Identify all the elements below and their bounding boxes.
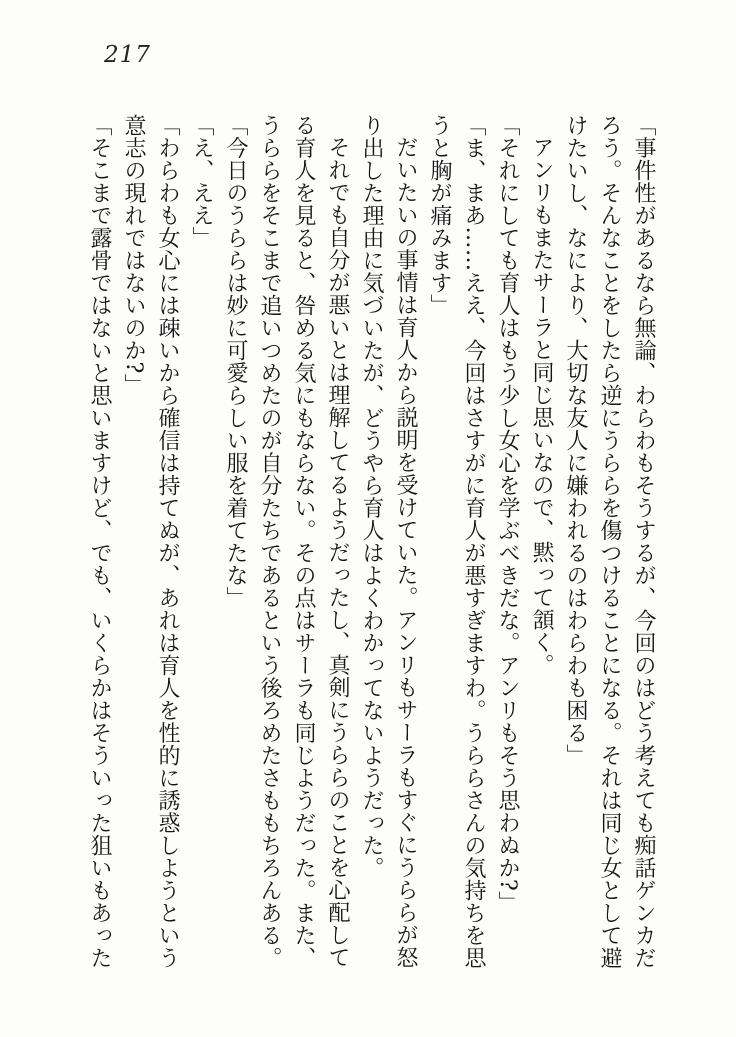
- text-line: 「え、ええ」: [189, 114, 214, 249]
- text-line: うと胸が痛みます」: [427, 114, 452, 317]
- text-line: だいたいの事情は育人から説明を受けていた。アンリもサーラもすぐにうららが怒: [393, 136, 418, 969]
- text-line: けたいし、なにより、大切な友人に嫌われるのはわらわも困る」: [563, 114, 588, 767]
- page-number: 217: [104, 42, 151, 68]
- text-line: うららをそこまで追いつめたのが自分たちであるという後ろめたさももちろんある。: [257, 114, 282, 969]
- text-line: る育人を見ると、咎める気にもならない。その点はサーラも同じようだった。また、: [291, 114, 316, 969]
- text-line: 「事件性があるなら無論、わらわもそうするが、今回のはどう考えても痴話ゲンカだ: [631, 114, 656, 969]
- text-line: り出した理由に気づいたが、どうやら育人はよくわかってないようだった。: [359, 114, 384, 879]
- text-line: 「それにしても育人はもう少し女心を学ぶべきだな。アンリもそう思わぬか?」: [495, 114, 520, 914]
- text-line: アンリもまたサーラと同じ思いなので、黙って頷く。: [529, 136, 554, 676]
- text-line: 「今日のうららは妙に可愛らしい服を着てたな」: [223, 114, 248, 609]
- vertical-text-block: [82, 114, 660, 982]
- text-line: 意志の現れではないのか?」: [121, 114, 146, 397]
- text-line: 「そこまで露骨ではないと思いますけど、でも、いくらかはそういった狙いもあった: [87, 114, 112, 969]
- text-line: ろう。そんなことをしたら逆にうららを傷つけることになる。それは同じ女として避: [597, 114, 622, 969]
- text-line: それでも自分が悪いとは理解してるようだったし、真剣にうららのことを心配して: [325, 136, 350, 969]
- text-line: 「わらわも女心には疎いから確信は持てぬが、あれは育人を性的に誘惑しようという: [155, 114, 180, 969]
- text-line: 「ま、まあ……ええ、今回はさすがに育人が悪すぎますわ。うららさんの気持ちを思: [461, 114, 486, 969]
